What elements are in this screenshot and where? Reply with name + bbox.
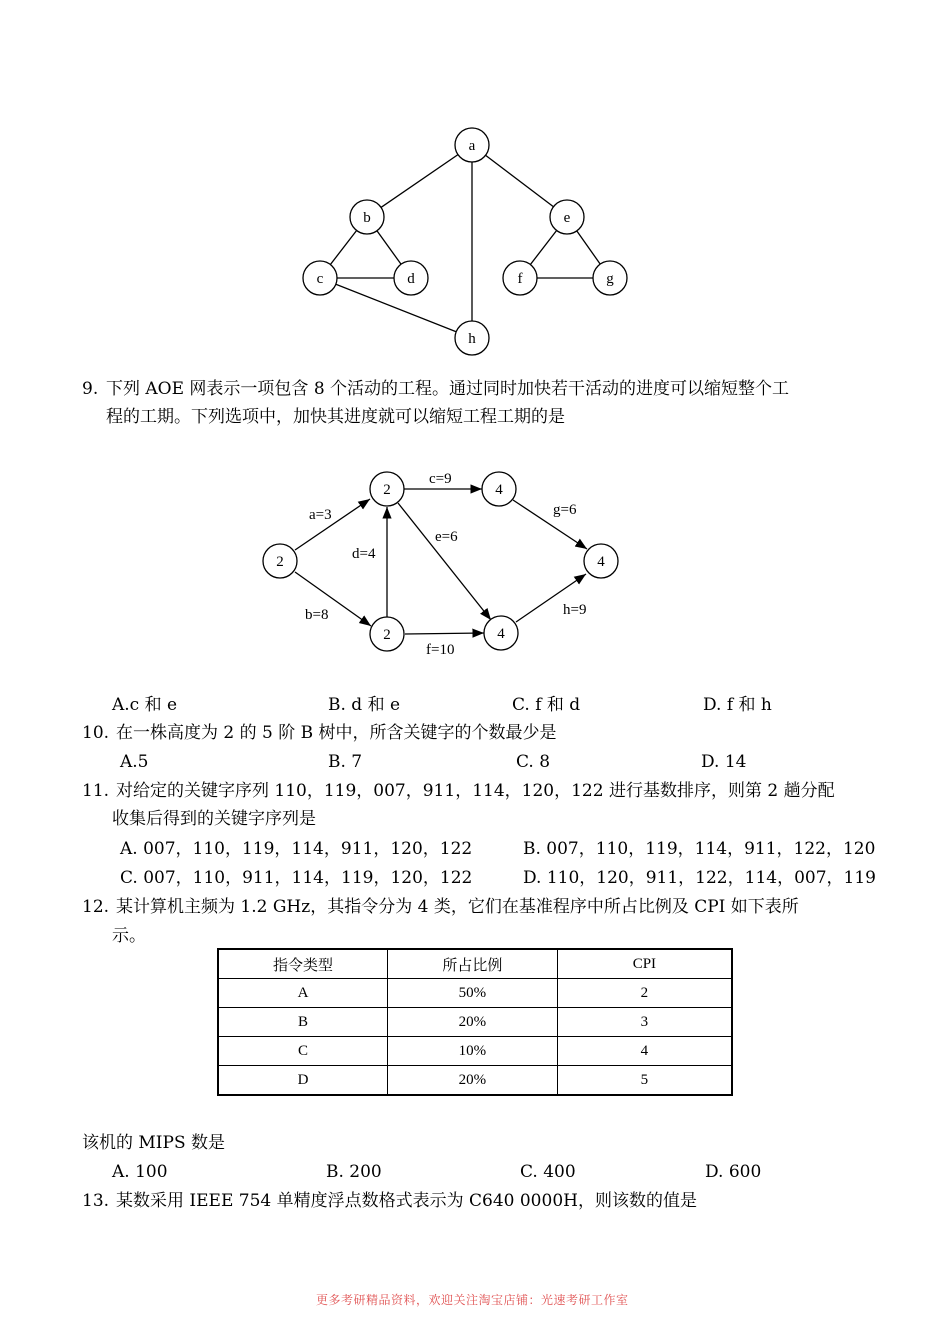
aoe-node-v2-label: 2 [383,482,391,498]
aoe-node-v3-label: 2 [383,627,391,643]
node-g-label: g [606,271,614,287]
aoe-edge-a-label: a=3 [309,507,332,523]
table-cell: B [218,1008,388,1037]
q12-text-line2: 示。 [112,926,146,946]
q9-text-line2: 程的工期。下列选项中，加快其进度就可以缩短工程工期的是 [106,407,565,427]
node-a-label: a [468,138,476,154]
q9-option-a: A.c 和 e [112,695,178,715]
q11-option-c: C. 007，110，911，114，119，120，122 [120,868,473,888]
q12-option-d: D. 600 [705,1162,762,1182]
aoe-edge-h-label: h=9 [563,602,587,618]
table-cell: A [218,979,388,1008]
q10-option-d: D. 14 [701,752,747,772]
table-header: 指令类型 [218,949,388,979]
q10-option-b: B. 7 [328,752,363,772]
aoe-edge-e-label: e=6 [435,529,458,545]
table-row [218,1066,732,1096]
q11-number: 11. [82,781,110,801]
undirected-graph [0,0,950,360]
q12-number: 12. [82,897,110,917]
q10-option-c: C. 8 [516,752,551,772]
q11-text-line1: 对给定的关键字序列 110，119，007，911，114，120，122 进行基数排序，则第 2 趟分配 [116,781,835,801]
q11-option-a: A. 007，110，119，114，911，120，122 [120,839,473,859]
aoe-edge-d-label: d=4 [352,546,376,562]
node-f-label: f [517,271,523,287]
footer-promo: 更多考研精品资料，欢迎关注淘宝店铺：光速考研工作室 [316,1293,629,1307]
q9-option-c: C. f 和 d [512,695,581,715]
aoe-edge-g-label: g=6 [553,502,577,518]
q11-text-line2: 收集后得到的关键字序列是 [112,809,316,829]
q12-option-c: C. 400 [520,1162,576,1182]
table-header: 所占比例 [388,949,558,979]
aoe-edge-e [398,503,491,620]
table-cell: 2 [557,979,732,1008]
aoe-node-v1-label: 2 [276,554,284,570]
q9-text-line1: 下列 AOE 网表示一项包含 8 个活动的工程。通过同时加快若干活动的进度可以缩短整个工 [106,379,790,399]
table-cell: D [218,1066,388,1096]
table-row [218,1008,732,1037]
aoe-edge-b-label: b=8 [305,607,329,623]
q10-option-a: A.5 [120,752,149,772]
aoe-node-v5-label: 4 [497,626,505,642]
table-row [218,979,732,1008]
table-cell: C [218,1037,388,1066]
table-header-row [218,949,732,979]
table-cell: 20% [388,1066,558,1096]
table-header: CPI [557,949,732,979]
q10-text: 在一株高度为 2 的 5 阶 B 树中，所含关键字的个数最少是 [116,723,557,743]
q11-option-d: D. 110，120，911，122，114，007，119 [523,868,876,888]
aoe-node-v6-label: 4 [597,554,605,570]
edge-a-b [367,145,472,217]
node-e-label: e [563,210,571,226]
q9-option-d: D. f 和 h [703,695,772,715]
table-row [218,1037,732,1066]
q12-option-b: B. 200 [326,1162,382,1182]
node-h-label: h [468,331,476,347]
table-cell: 5 [557,1066,732,1096]
q12-text-line1: 某计算机主频为 1.2 GHz，其指令分为 4 类，它们在基准程序中所占比例及 CPI 如下表所 [116,897,799,917]
q13-number: 13. [82,1191,110,1211]
table-cell: 4 [557,1037,732,1066]
aoe-network [0,440,950,670]
cpi-table [217,948,733,1096]
table-cell: 50% [388,979,558,1008]
aoe-edge-f [405,633,484,634]
node-b-label: b [363,210,371,226]
node-c-label: c [316,271,324,287]
node-d-label: d [407,271,415,287]
table-cell: 10% [388,1037,558,1066]
q9-option-b: B. d 和 e [328,695,401,715]
aoe-edge-a [295,499,370,550]
table-cell: 20% [388,1008,558,1037]
q10-number: 10. [82,723,110,743]
q13-text: 某数采用 IEEE 754 单精度浮点数格式表示为 C640 0000H，则该数的值是 [116,1191,697,1211]
table-cell: 3 [557,1008,732,1037]
q9-number: 9. [82,379,99,399]
edge-a-e [472,145,567,217]
aoe-edge-c-label: c=9 [429,471,452,487]
aoe-node-v4-label: 4 [495,482,503,498]
q12-question: 该机的 MIPS 数是 [82,1133,226,1153]
aoe-edge-f-label: f=10 [426,642,455,658]
q12-option-a: A. 100 [112,1162,168,1182]
q11-option-b: B. 007，110，119，114，911，122，120 [523,839,876,859]
